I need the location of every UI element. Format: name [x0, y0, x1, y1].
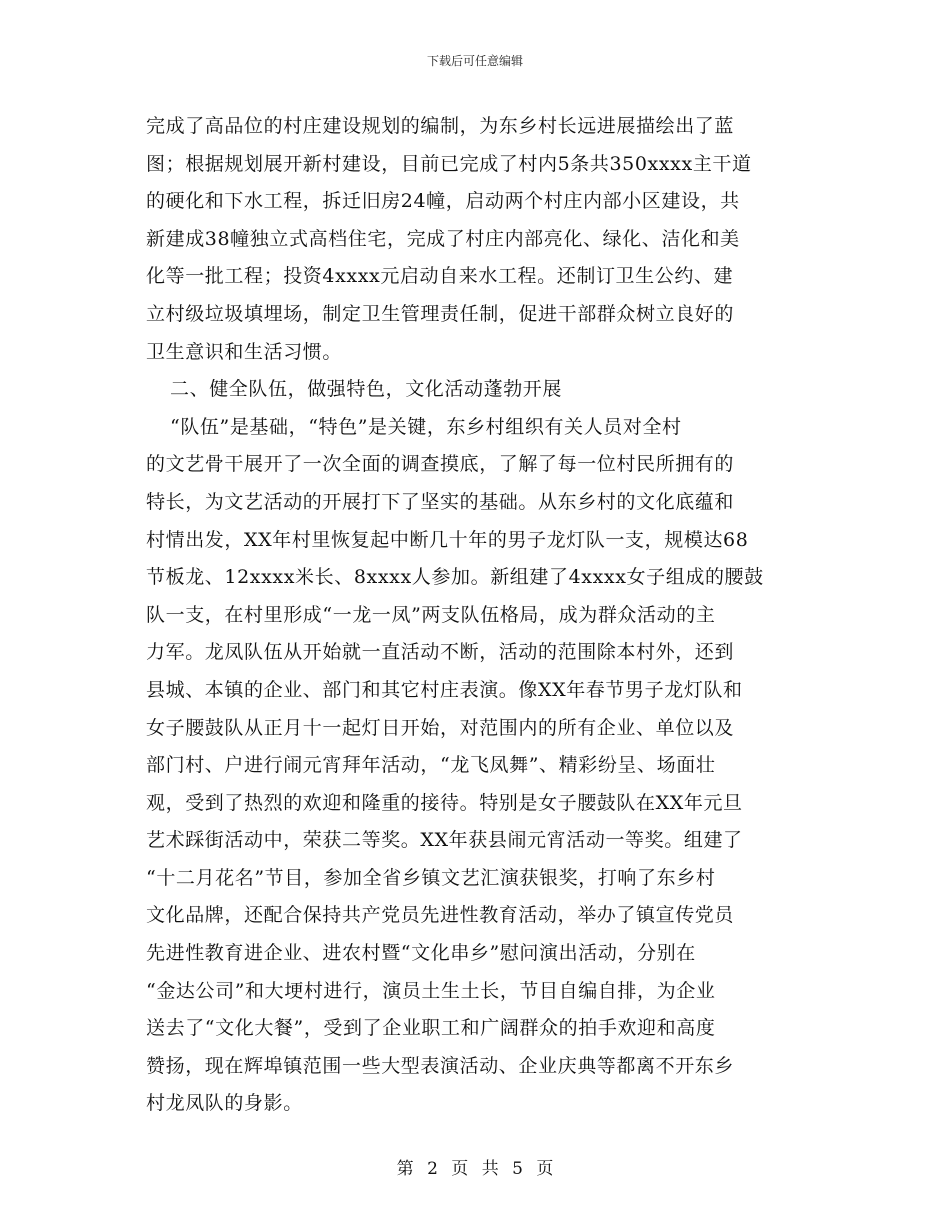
page-number: 第 2 页 共 5 页 — [396, 1159, 554, 1179]
text-line: 村龙凤队的身影。 — [146, 1092, 303, 1115]
text-line: 立村级垃圾填埋场，制定卫生管理责任制，促进干部群众树立良好的 — [146, 302, 735, 325]
text-line: 女子腰鼓队从正月十一起灯日开始，对范围内的所有企业、单位以及 — [146, 716, 735, 739]
text-line: 县城、本镇的企业、部门和其它村庄表演。像XX年春节男子龙灯队和 — [146, 678, 743, 701]
text-line: 艺术踩街活动中，荣获二等奖。XX年获县闹元宵活动一等奖。组建了 — [146, 829, 743, 852]
text-line: “金达公司”和大埂村进行，演员土生土长，节目自编自排，为企业 — [146, 979, 716, 1002]
text-line: 特长，为文艺活动的开展打下了坚实的基础。从东乡村的文化底蕴和 — [146, 490, 735, 513]
text-line: 卫生意识和生活习惯。 — [146, 340, 343, 363]
text-line: 的硬化和下水工程，拆迁旧房24幢，启动两个村庄内部小区建设，共 — [146, 190, 740, 213]
text-line: 的文艺骨干展开了一次全面的调查摸底，了解了每一位村民所拥有的 — [146, 453, 735, 476]
section-heading: 二、健全队伍，做强特色，文化活动蓬勃开展 — [170, 378, 563, 401]
document-body — [146, 108, 826, 1123]
text-line: 队一支，在村里形成“一龙一凤”两支队伍格局，成为群众活动的主 — [146, 603, 716, 626]
text-line: 图；根据规划展开新村建设，目前已完成了村内5条共350xxxx主干道 — [146, 152, 752, 175]
text-line: 力军。龙凤队伍从开始就一直活动不断，活动的范围除本村外，还到 — [146, 641, 735, 664]
text-line: 部门村、户进行闹元宵拜年活动，“龙飞凤舞”、精彩纷呈、场面壮 — [146, 754, 716, 777]
text-line: “队伍”是基础，“特色”是关键，东乡村组织有关人员对全村 — [170, 415, 682, 438]
header-note: 下载后可任意编辑 — [426, 54, 523, 68]
text-line: 完成了高品位的村庄建设规划的编制，为东乡村长远进展描绘出了蓝 — [146, 115, 735, 137]
text-line: 文化品牌，还配合保持共产党员先进性教育活动，举办了镇宣传党员 — [146, 904, 735, 927]
text-line: 观，受到了热烈的欢迎和隆重的接待。特别是女子腰鼓队在XX年元旦 — [146, 791, 743, 814]
text-line: 先进性教育进企业、进农村暨“文化串乡”慰问演出活动，分别在 — [146, 942, 696, 965]
text-line: 节板龙、12xxxx米长、8xxxx人参加。新组建了4xxxx女子组成的腰鼓 — [146, 566, 764, 589]
text-line: “十二月花名”节目，参加全省乡镇文艺汇演获银奖，打响了东乡村 — [146, 866, 716, 889]
text-line: 村情出发，XX年村里恢复起中断几十年的男子龙灯队一支，规模达68 — [146, 528, 749, 551]
text-line: 新建成38幢独立式高档住宅，完成了村庄内部亮化、绿化、洁化和美 — [146, 227, 740, 250]
text-line: 化等一批工程；投资4xxxx元启动自来水工程。还制订卫生公约、建 — [146, 265, 734, 288]
text-line: 赞扬，现在辉埠镇范围一些大型表演活动、企业庆典等都离不开东乡 — [146, 1054, 735, 1077]
text-line: 送去了“文化大餐”，受到了企业职工和广阔群众的拍手欢迎和高度 — [146, 1017, 716, 1040]
